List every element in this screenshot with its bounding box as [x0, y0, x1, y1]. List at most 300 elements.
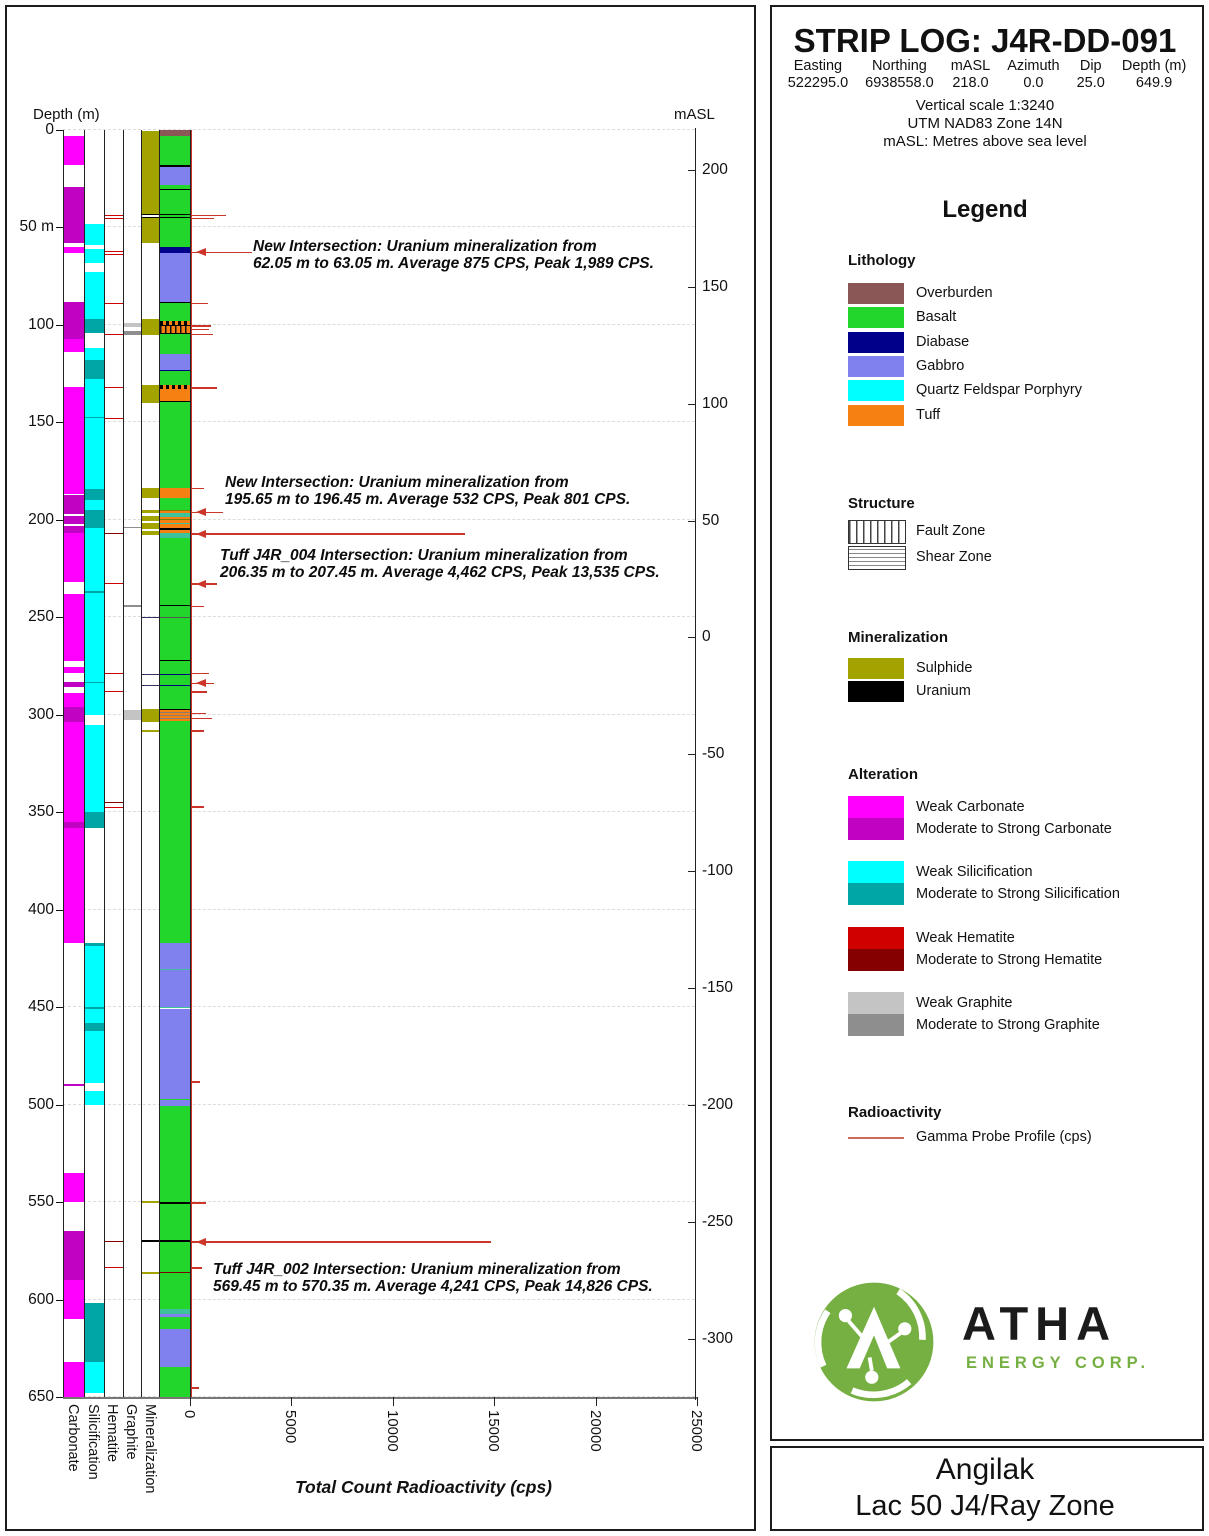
legend-alteration-weak-label: Weak Silicification	[916, 864, 1033, 880]
sulphide-interval	[142, 385, 160, 403]
lithology-interval	[160, 253, 190, 302]
carbonate-interval	[64, 1231, 84, 1280]
lithology-interval	[160, 943, 190, 969]
lithology-interval	[160, 1242, 190, 1272]
legend-radioactivity-heading: Radioactivity	[848, 1104, 942, 1121]
carbonate-interval	[64, 1173, 84, 1202]
lithology-interval	[160, 686, 190, 710]
gamma-spike	[191, 806, 204, 808]
drillhole-metadata	[784, 58, 1190, 91]
intersection-annotation	[225, 474, 630, 508]
column-border	[123, 130, 124, 1397]
gamma-arrowhead	[196, 248, 206, 256]
annotation-line: New Intersection: Uranium mineralization from	[225, 474, 569, 491]
carbonate-interval	[64, 339, 84, 353]
silicification-interval	[85, 528, 104, 591]
gamma-spike	[191, 1081, 200, 1083]
masl-tick-label: -300	[702, 1329, 734, 1347]
depth-tick-mark	[56, 1007, 63, 1008]
silicification-interval	[85, 1303, 104, 1361]
gamma-spike	[191, 713, 206, 715]
meta-column	[788, 58, 848, 91]
depth-tick-label: 200	[28, 510, 54, 528]
masl-tick-label: 100	[702, 394, 728, 412]
silicification-interval	[85, 946, 104, 1007]
hematite-line	[105, 1267, 123, 1268]
gamma-spike	[191, 718, 212, 720]
lithology-interval	[160, 661, 190, 673]
column-border	[104, 130, 105, 1397]
grid-line	[63, 1299, 695, 1300]
gamma-spike	[191, 673, 209, 675]
mineralization-mark	[142, 617, 160, 618]
lithology-interval	[160, 538, 190, 605]
hematite-line	[105, 418, 123, 419]
depth-tick-label: 0	[45, 121, 54, 138]
silicification-interval	[85, 272, 104, 319]
meta-column	[1007, 58, 1059, 91]
carbonate-interval	[64, 187, 84, 244]
silicification-interval	[85, 319, 104, 333]
hematite-line	[105, 673, 123, 674]
mineralization-mark	[142, 674, 160, 675]
silicification-interval	[85, 510, 104, 528]
rad-tick-mark	[190, 1397, 191, 1406]
legend-lithology-label: Tuff	[916, 406, 941, 423]
gamma-spike	[191, 303, 208, 305]
gamma-spike	[191, 606, 204, 608]
masl-tick-mark	[688, 1339, 695, 1340]
lithology-interval	[160, 606, 190, 617]
depth-tick-label: 300	[28, 705, 54, 723]
gamma-spike	[191, 325, 211, 327]
gamma-arrowhead	[196, 508, 206, 516]
legend-lithology-label: Gabbro	[916, 357, 965, 374]
meta-column	[865, 58, 934, 91]
rad-tick-mark	[494, 1397, 495, 1406]
lithology-interval	[160, 618, 190, 660]
project-name: Angilak	[935, 1453, 1035, 1486]
carbonate-interval	[64, 516, 84, 524]
depth-tick-label: 350	[28, 803, 54, 821]
lithology-interval	[160, 167, 190, 185]
lithology-interval	[160, 1367, 190, 1397]
sulphide-interval	[142, 531, 160, 536]
masl-tick-mark	[688, 287, 695, 288]
meta-value: 6938558.0	[865, 75, 934, 91]
carbonate-interval	[64, 722, 84, 822]
annotation-line: New Intersection: Uranium mineralization from	[253, 238, 597, 255]
depth-tick-mark	[56, 715, 63, 716]
carbonate-interval	[64, 533, 84, 582]
meta-label: Dip	[1079, 58, 1102, 74]
carbonate-interval	[64, 693, 84, 707]
hematite-line	[105, 334, 123, 335]
gamma-spike	[191, 1202, 206, 1204]
sulphide-interval	[142, 488, 160, 498]
graphite-interval	[124, 331, 142, 335]
legend-structure-heading: Structure	[848, 495, 915, 512]
legend-alteration-weak-swatch	[848, 796, 904, 818]
meta-value: 25.0	[1076, 75, 1105, 91]
gamma-spike	[191, 387, 217, 389]
silicification-interval	[85, 360, 104, 379]
legend-lithology-label: Basalt	[916, 309, 957, 326]
depth-tick-mark	[56, 617, 63, 618]
intersection-annotation	[213, 1261, 653, 1295]
meta-label: Northing	[872, 58, 927, 74]
lithology-interval	[160, 136, 190, 166]
depth-tick-mark	[56, 325, 63, 326]
depth-tick-label: 150	[28, 413, 54, 431]
legend-mineralization-swatch	[848, 681, 904, 702]
carbonate-interval	[64, 387, 84, 494]
masl-tick-label: -200	[702, 1095, 734, 1113]
column-label: Carbonate	[65, 1404, 81, 1472]
gamma-spike	[191, 334, 213, 336]
legend-mineralization-swatch	[848, 658, 904, 679]
hematite-line	[105, 583, 123, 584]
column-border	[141, 130, 142, 1397]
masl-note: mASL: Metres above sea level	[883, 133, 1087, 150]
hematite-line	[105, 218, 123, 219]
meta-value: 218.0	[952, 75, 989, 91]
hematite-line	[105, 1241, 123, 1242]
masl-tick-mark	[688, 1222, 695, 1223]
uranium-interval	[142, 214, 160, 216]
legend-alteration-strong-label: Moderate to Strong Carbonate	[916, 821, 1112, 837]
legend-gamma-line-swatch	[848, 1137, 904, 1139]
masl-tick-mark	[688, 637, 695, 638]
legend-lithology-swatch	[848, 332, 904, 353]
hematite-line	[105, 387, 123, 388]
brand-name: ATHA	[962, 1297, 1118, 1350]
depth-tick-label: 50 m	[19, 218, 54, 236]
legend-structure-label: Fault Zone	[916, 523, 986, 539]
sulphide-interval	[142, 218, 160, 243]
legend-lithology-swatch	[848, 283, 904, 304]
column-label: Silicification	[85, 1404, 101, 1480]
legend-lithology-swatch	[848, 405, 904, 426]
silicification-interval	[85, 812, 104, 828]
lithology-interval	[160, 1329, 190, 1367]
grid-line	[63, 129, 695, 130]
legend-alteration-strong-label: Moderate to Strong Graphite	[916, 1017, 1100, 1033]
hematite-line	[105, 215, 123, 216]
lithology-interval	[160, 721, 190, 943]
legend-structure-label: Shear Zone	[916, 549, 992, 565]
rad-tick-label: 20000	[586, 1410, 604, 1452]
graphite-interval	[124, 323, 142, 327]
gamma-spike	[191, 730, 204, 732]
legend-alteration-weak-swatch	[848, 861, 904, 883]
silicification-interval	[85, 1023, 104, 1031]
lithology-interval	[160, 389, 190, 401]
meta-label: Azimuth	[1007, 58, 1060, 74]
rad-tick-label: 25000	[688, 1410, 705, 1452]
lithology-interval	[160, 1317, 190, 1329]
gamma-spike	[191, 533, 465, 535]
page-title: STRIP LOG: J4R-DD-091	[793, 22, 1177, 59]
masl-tick-label: -100	[702, 862, 734, 880]
depth-tick-mark	[56, 910, 63, 911]
column-label: Hematite	[104, 1404, 120, 1463]
silicification-interval	[85, 1031, 104, 1084]
carbonate-interval	[64, 594, 84, 661]
intersection-annotation	[220, 547, 660, 581]
depth-tick-label: 550	[28, 1193, 54, 1211]
sulphide-interval	[142, 730, 160, 732]
lithology-interval	[160, 334, 190, 354]
depth-tick-label: 450	[28, 998, 54, 1016]
annotation-line: 195.65 m to 196.45 m. Average 532 CPS, Peak 801 CPS.	[225, 491, 631, 508]
carbonate-interval	[64, 526, 84, 534]
masl-tick-mark	[688, 754, 695, 755]
uranium-interval	[142, 217, 160, 219]
legend-lithology-label: Overburden	[916, 285, 993, 301]
sulphide-interval	[142, 319, 160, 335]
legend-alteration-weak-label: Weak Hematite	[916, 930, 1015, 946]
hematite-line	[105, 533, 123, 534]
meta-label: Depth (m)	[1121, 58, 1187, 74]
silicification-interval	[85, 1362, 104, 1393]
meta-value: 522295.0	[787, 75, 849, 91]
chart-panel-border	[5, 5, 756, 1531]
depth-tick-label: 500	[28, 1095, 54, 1113]
silicification-interval	[85, 683, 104, 715]
depth-axis-title: Depth (m)	[33, 106, 100, 123]
meta-column	[951, 58, 991, 91]
lithology-interval	[160, 675, 190, 685]
carbonate-interval	[64, 495, 84, 514]
legend-alteration-strong-swatch	[848, 883, 904, 905]
legend-lithology-swatch	[848, 307, 904, 328]
uranium-interval	[142, 1240, 160, 1242]
gamma-spike	[191, 1267, 202, 1269]
depth-tick-mark	[56, 130, 63, 131]
meta-column	[1077, 58, 1105, 91]
depth-tick-label: 600	[28, 1290, 54, 1308]
lithology-interval	[160, 1273, 190, 1309]
rad-tick-label: 0	[181, 1410, 198, 1419]
carbonate-interval	[64, 682, 84, 688]
hematite-line	[105, 691, 123, 692]
legend-alteration-heading: Alteration	[848, 766, 919, 783]
legend-mineralization-label: Uranium	[916, 683, 971, 699]
silicification-interval	[85, 224, 104, 245]
silicification-interval	[85, 593, 104, 682]
masl-tick-mark	[688, 404, 695, 405]
silicification-interval	[85, 1009, 104, 1023]
depth-tick-label: 650	[28, 1387, 54, 1405]
hematite-line	[105, 254, 123, 255]
silicification-interval	[85, 249, 104, 263]
lithology-interval	[160, 1106, 190, 1202]
rad-tick-label: 10000	[383, 1410, 401, 1452]
column-label: Mineralization	[142, 1404, 158, 1494]
graphite-interval	[124, 605, 142, 607]
meta-label: mASL	[950, 58, 991, 74]
annotation-line: Tuff J4R_004 Intersection: Uranium mineralization from	[220, 547, 628, 564]
meta-column	[1122, 58, 1186, 91]
legend-mineralization-label: Sulphide	[916, 660, 973, 676]
legend-alteration-strong-label: Moderate to Strong Silicification	[916, 886, 1120, 902]
legend-alteration-strong-label: Moderate to Strong Hematite	[916, 952, 1103, 968]
meta-label: Easting	[793, 58, 843, 74]
lithology-interval	[160, 354, 190, 370]
depth-tick-label: 400	[28, 900, 54, 918]
carbonate-interval	[64, 667, 84, 673]
masl-tick-label: 0	[702, 628, 711, 646]
depth-tick-mark	[56, 520, 63, 521]
brand-subtitle: ENERGY CORP.	[966, 1354, 1151, 1372]
grid-line	[63, 1006, 695, 1007]
depth-tick-mark	[56, 227, 63, 228]
carbonate-interval	[64, 828, 84, 943]
legend-lithology-swatch	[848, 356, 904, 377]
sulphide-interval	[142, 131, 160, 214]
depth-tick-label: 100	[28, 315, 54, 333]
depth-tick-mark	[56, 1105, 63, 1106]
lithology-interval	[160, 488, 190, 498]
chart-bottom-axis	[63, 1397, 698, 1399]
legend-title: Legend	[942, 196, 1028, 223]
masl-tick-mark	[688, 871, 695, 872]
intersection-annotation	[253, 238, 654, 272]
silicification-interval	[85, 489, 104, 501]
masl-tick-mark	[688, 1105, 695, 1106]
depth-tick-mark	[56, 812, 63, 813]
atha-logo-icon	[808, 1276, 940, 1408]
vertical-scale-note: Vertical scale 1:3240	[915, 97, 1055, 114]
sulphide-interval	[142, 516, 160, 521]
legend-alteration-weak-label: Weak Carbonate	[916, 799, 1025, 815]
gamma-spike	[191, 215, 226, 217]
legend-alteration-strong-swatch	[848, 949, 904, 971]
silicification-interval	[85, 725, 104, 813]
legend-gamma-label: Gamma Probe Profile (cps)	[916, 1129, 1092, 1145]
annotation-line: 569.45 m to 570.35 m. Average 4,241 CPS, Peak 14,826 CPS.	[213, 1278, 653, 1295]
lithology-interval	[160, 371, 190, 385]
legend-alteration-weak-label: Weak Graphite	[916, 995, 1013, 1011]
masl-tick-mark	[688, 988, 695, 989]
carbonate-interval	[64, 1362, 84, 1397]
graphite-interval	[124, 710, 142, 720]
hematite-line	[105, 802, 123, 803]
silicification-interval	[85, 500, 104, 510]
sulphide-interval	[142, 523, 160, 529]
utm-zone-note: UTM NAD83 Zone 14N	[907, 115, 1063, 132]
rad-tick-label: 5000	[282, 1410, 300, 1444]
zone-name: Lac 50 J4/Ray Zone	[855, 1490, 1115, 1522]
masl-tick-mark	[688, 521, 695, 522]
legend-alteration-strong-swatch	[848, 1014, 904, 1036]
radioactivity-axis-title: Total Count Radioactivity (cps)	[295, 1477, 553, 1497]
sulphide-interval	[142, 1201, 160, 1203]
rad-tick-mark	[596, 1397, 597, 1406]
annotation-line: Tuff J4R_002 Intersection: Uranium mineralization from	[213, 1261, 621, 1278]
gamma-spike	[191, 329, 209, 331]
gamma-spike	[191, 1387, 199, 1389]
hematite-line	[105, 251, 123, 252]
sulphide-interval	[142, 1272, 160, 1273]
legend-alteration-weak-swatch	[848, 927, 904, 949]
legend-structure-swatch	[848, 520, 906, 544]
column-border	[63, 130, 64, 1397]
carbonate-interval	[64, 247, 84, 253]
legend-structure-swatch	[848, 546, 906, 570]
silicification-interval	[85, 348, 104, 360]
legend-lithology-heading: Lithology	[848, 252, 916, 269]
gamma-arrowhead	[196, 679, 206, 687]
annotation-line: 206.35 m to 207.45 m. Average 4,462 CPS, Peak 13,535 CPS.	[220, 564, 660, 581]
meta-value: 0.0	[1023, 75, 1044, 91]
masl-axis-line	[695, 128, 696, 1400]
grid-line	[63, 1104, 695, 1105]
carbonate-interval	[64, 1084, 84, 1086]
masl-tick-label: -50	[702, 745, 725, 763]
gamma-arrowhead	[196, 580, 206, 588]
masl-axis-title: mASL	[674, 106, 715, 123]
grid-line	[63, 909, 695, 910]
rad-tick-label: 15000	[485, 1410, 503, 1452]
lithology-interval	[160, 1009, 190, 1099]
silicification-interval	[85, 1091, 104, 1105]
rad-tick-mark	[697, 1397, 698, 1406]
depth-tick-label: 250	[28, 608, 54, 626]
masl-tick-label: -150	[702, 978, 734, 996]
meta-value: 649.9	[1135, 75, 1173, 91]
silicification-interval	[85, 379, 104, 416]
depth-tick-mark	[56, 1300, 63, 1301]
carbonate-interval	[64, 302, 84, 339]
grid-line	[63, 421, 695, 422]
hematite-line	[105, 303, 123, 304]
masl-tick-mark	[688, 170, 695, 171]
gamma-spike	[191, 1241, 491, 1243]
lithology-interval	[160, 218, 190, 247]
grid-line	[63, 811, 695, 812]
carbonate-interval	[64, 1280, 84, 1319]
annotation-line: 62.05 m to 63.05 m. Average 875 CPS, Peak 1,989 CPS.	[253, 255, 654, 272]
masl-tick-label: 50	[702, 511, 720, 529]
legend-lithology-label: Diabase	[916, 333, 970, 350]
depth-tick-mark	[56, 422, 63, 423]
masl-tick-label: -250	[702, 1212, 734, 1230]
sulphide-interval	[142, 510, 160, 513]
gamma-spike	[191, 691, 207, 693]
sulphide-interval	[142, 709, 160, 722]
rad-tick-mark	[291, 1397, 292, 1406]
masl-tick-label: 150	[702, 277, 728, 295]
lithology-interval	[160, 402, 190, 488]
column-label: Graphite	[123, 1404, 139, 1460]
legend-lithology-swatch	[848, 380, 904, 401]
gamma-baseline	[191, 130, 193, 1397]
column-border	[84, 130, 85, 1397]
legend-mineralization-heading: Mineralization	[848, 629, 949, 646]
depth-tick-mark	[56, 1397, 63, 1398]
masl-tick-label: 200	[702, 161, 728, 178]
legend-alteration-strong-swatch	[848, 818, 904, 840]
graphite-interval	[124, 527, 142, 529]
gamma-arrowhead	[196, 1238, 206, 1246]
hematite-line	[105, 807, 123, 808]
carbonate-interval	[64, 136, 84, 166]
carbonate-interval	[64, 707, 84, 722]
rad-tick-mark	[393, 1397, 394, 1406]
column-border	[159, 130, 160, 1397]
